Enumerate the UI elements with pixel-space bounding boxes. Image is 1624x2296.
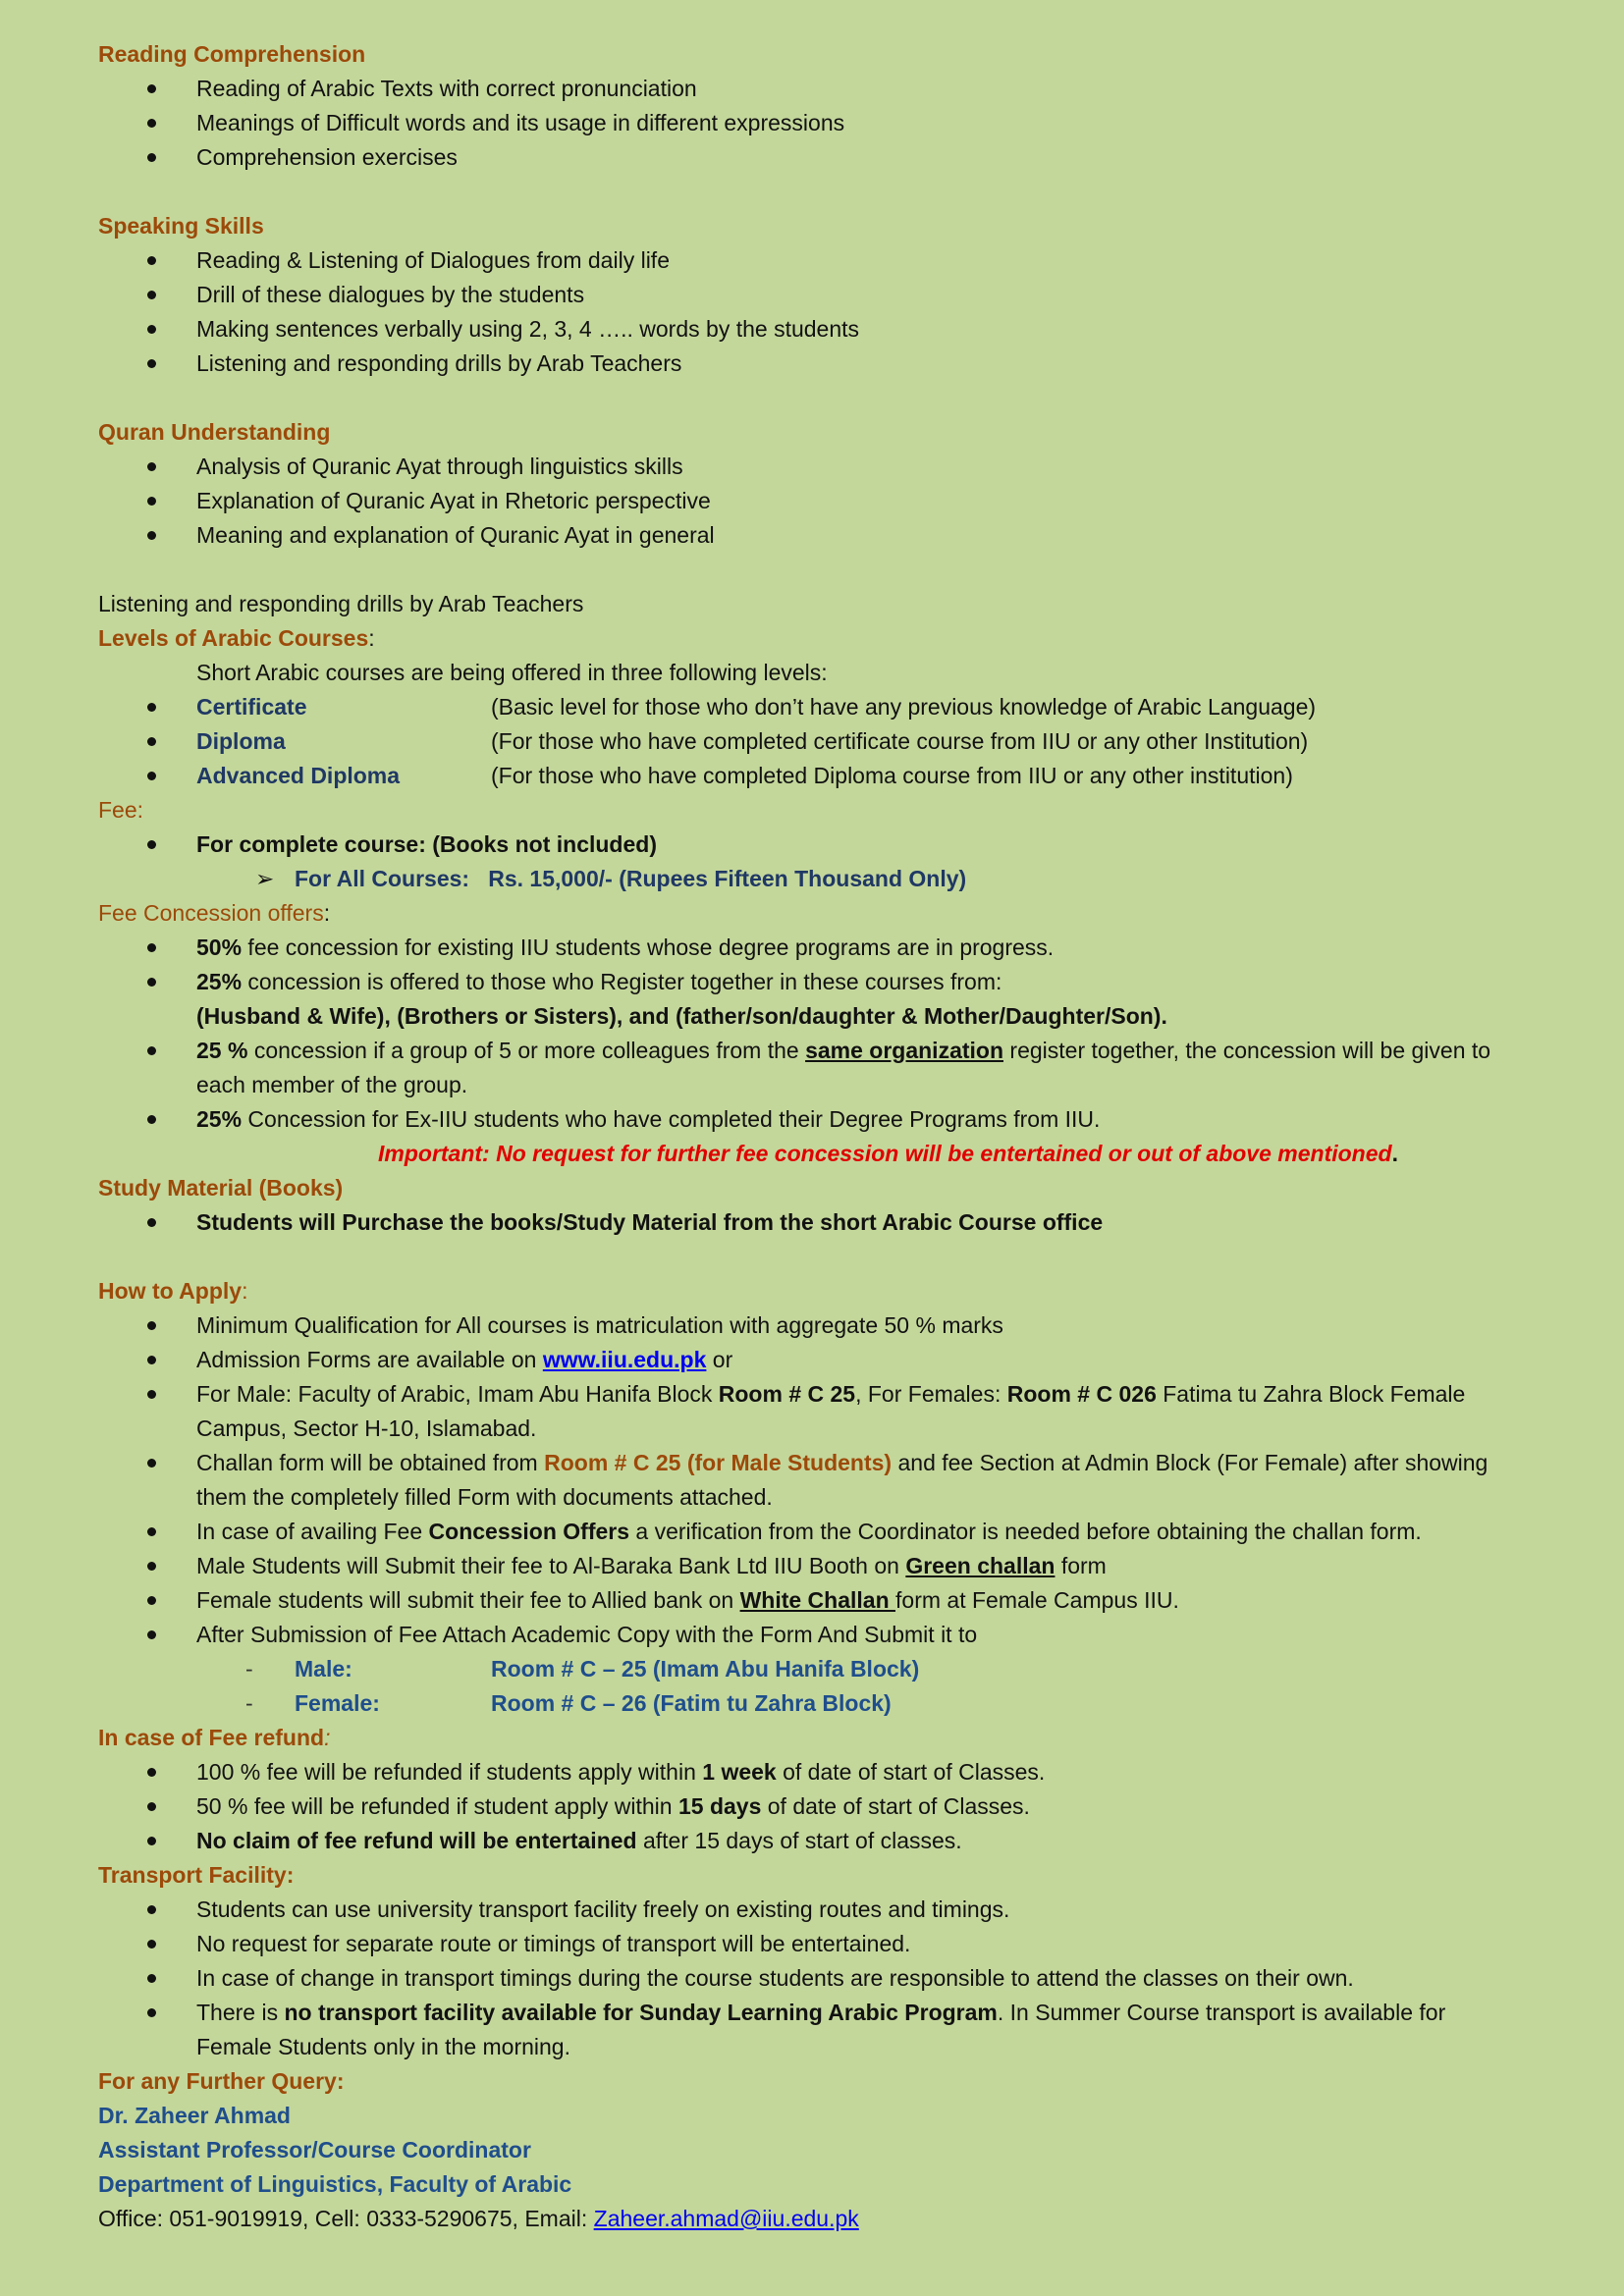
list-item: Male Students will Submit their fee to Al-Baraka Bank Ltd IIU Booth on Green challan form: [98, 1549, 1526, 1583]
transport-list: [98, 1893, 1526, 2064]
website-link[interactable]: www.iiu.edu.pk: [542, 1347, 707, 1372]
section-heading-reading: Reading Comprehension: [98, 41, 366, 67]
list-item: 25% concession is offered to those who Register together in these courses from: (Husband & Wife), (Brothers or Sisters), and (father/son/daughter & Mother/Daughter/Son).: [98, 965, 1526, 1034]
list-item: Reading & Listening of Dialogues from daily life: [98, 243, 1526, 278]
list-item: Students will Purchase the books/Study Material from the short Arabic Course office: [98, 1205, 1526, 1240]
email-link[interactable]: Zaheer.ahmad@iiu.edu.pk: [593, 2206, 859, 2231]
list-item: Reading of Arabic Texts with correct pronunciation: [98, 72, 1526, 106]
section-heading-concession: Fee Concession offers:: [98, 900, 331, 926]
list-item: There is no transport facility available for Sunday Learning Arabic Program. In Summer Course transport is available for Female Students only in the morning.: [98, 1996, 1526, 2064]
list-item: For complete course: (Books not included): [98, 828, 1526, 862]
concession-list: [98, 931, 1526, 1137]
fee-list: [98, 828, 1526, 862]
list-item: No claim of fee refund will be entertained after 15 days of start of classes.: [98, 1824, 1526, 1858]
study-list: [98, 1205, 1526, 1240]
list-item: Meanings of Difficult words and its usage in different expressions: [98, 106, 1526, 140]
list-item: Minimum Qualification for All courses is matriculation with aggregate 50 % marks: [98, 1308, 1526, 1343]
list-item: Drill of these dialogues by the students: [98, 278, 1526, 312]
section-heading-transport: Transport Facility:: [98, 1862, 295, 1888]
list-item: Comprehension exercises: [98, 140, 1526, 175]
section-heading-levels: Levels of Arabic Courses:: [98, 625, 375, 651]
levels-list: [98, 690, 1526, 793]
list-item: Admission Forms are available on www.iiu.edu.pk or: [98, 1343, 1526, 1377]
section-heading-fee: Fee:: [98, 797, 144, 823]
course-level-diploma: Diploma (For those who have completed certificate course from IIU or any other Institution): [98, 724, 1526, 759]
fee-all-courses: ➢ For All Courses: Rs. 15,000/- (Rupees Fifteen Thousand Only): [98, 862, 1526, 896]
contact-role: Assistant Professor/Course Coordinator: [98, 2137, 531, 2163]
list-item: In case of availing Fee Concession Offers a verification from the Coordinator is needed before obtaining the challan form.: [98, 1515, 1526, 1549]
section-heading-refund: In case of Fee refund:: [98, 1725, 331, 1750]
section-heading-study: Study Material (Books): [98, 1175, 344, 1201]
contact-details: Office: 051-9019919, Cell: 0333-5290675, Email: Zaheer.ahmad@iiu.edu.pk: [98, 2206, 859, 2231]
list-item: 100 % fee will be refunded if students apply within 1 week of date of start of Classes.: [98, 1755, 1526, 1789]
course-level-certificate: Certificate (Basic level for those who don’t have any previous knowledge of Arabic Language): [98, 690, 1526, 724]
list-item: No request for separate route or timings of transport will be entertained.: [98, 1927, 1526, 1961]
list-item: Making sentences verbally using 2, 3, 4 ….. words by the students: [98, 312, 1526, 347]
quran-list: [98, 450, 1526, 553]
list-item: 50% fee concession for existing IIU students whose degree programs are in progress.: [98, 931, 1526, 965]
course-level-advanced-diploma: Advanced Diploma (For those who have completed Diploma course from IIU or any other institution): [98, 759, 1526, 793]
section-heading-speaking: Speaking Skills: [98, 213, 264, 239]
refund-list: [98, 1755, 1526, 1858]
list-item: For Male: Faculty of Arabic, Imam Abu Hanifa Block Room # C 25, For Females: Room # C 026 Fatima tu Zahra Block Female Campus, Sector H-10, Islamabad.: [98, 1377, 1526, 1446]
listening-line: Listening and responding drills by Arab Teachers: [98, 591, 584, 616]
section-heading-apply: How to Apply:: [98, 1278, 248, 1304]
contact-dept: Department of Linguistics, Faculty of Arabic: [98, 2171, 572, 2197]
list-item: 25% Concession for Ex-IIU students who have completed their Degree Programs from IIU.: [98, 1102, 1526, 1137]
submit-male-room: - Male: Room # C – 25 (Imam Abu Hanifa Block): [245, 1656, 920, 1682]
important-note: Important: No request for further fee concession will be entertained or out of above mentioned.: [378, 1141, 1398, 1166]
arrow-icon: ➢: [255, 866, 275, 891]
speaking-list: [98, 243, 1526, 381]
list-item: 25 % concession if a group of 5 or more colleagues from the same organization register together, the concession will be given to each member of the group.: [98, 1034, 1526, 1102]
list-item: 50 % fee will be refunded if student apply within 15 days of date of start of Classes.: [98, 1789, 1526, 1824]
list-item: Challan form will be obtained from Room # C 25 (for Male Students) and fee Section at Admin Block (For Female) after showing them the completely filled Form with documents attached.: [98, 1446, 1526, 1515]
list-item: Analysis of Quranic Ayat through linguistics skills: [98, 450, 1526, 484]
section-heading-query: For any Further Query:: [98, 2068, 345, 2094]
submit-female-room: - Female: Room # C – 26 (Fatim tu Zahra Block): [245, 1690, 892, 1716]
list-item: Listening and responding drills by Arab Teachers: [98, 347, 1526, 381]
list-item: Meaning and explanation of Quranic Ayat in general: [98, 518, 1526, 553]
list-item: Female students will submit their fee to Allied bank on White Challan form at Female Campus IIU.: [98, 1583, 1526, 1618]
list-item: After Submission of Fee Attach Academic Copy with the Form And Submit it to: [98, 1618, 1526, 1652]
contact-name: Dr. Zaheer Ahmad: [98, 2103, 291, 2128]
section-heading-quran: Quran Understanding: [98, 419, 331, 445]
apply-list: [98, 1308, 1526, 1652]
levels-intro: Short Arabic courses are being offered in three following levels:: [196, 660, 828, 685]
reading-list: [98, 72, 1526, 175]
list-item: Explanation of Quranic Ayat in Rhetoric perspective: [98, 484, 1526, 518]
list-item: Students can use university transport facility freely on existing routes and timings.: [98, 1893, 1526, 1927]
list-item: In case of change in transport timings during the course students are responsible to attend the classes on their own.: [98, 1961, 1526, 1996]
